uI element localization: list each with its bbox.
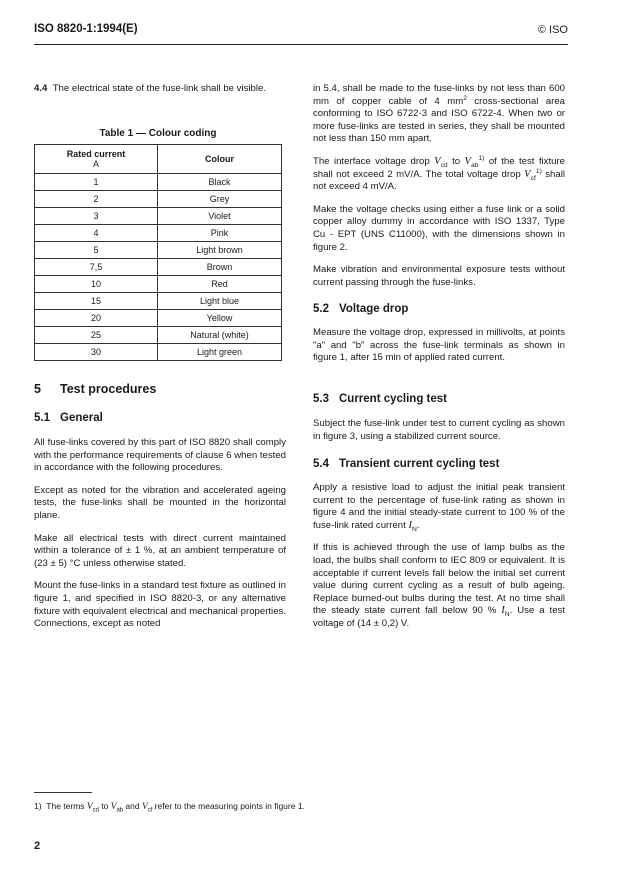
section-5-1-heading: 5.1 General (34, 412, 103, 424)
table-row: 10 Red (35, 276, 282, 293)
clause-4-4-number: 4.4 (34, 83, 48, 94)
table-row: 1 Black (35, 174, 282, 191)
table-row: 3 Violet (35, 208, 282, 225)
paragraph: in 5.4, shall be made to the fuse-links by not less than 600 mm of copper cable of 4 $mm^2$ cross-sectional area conforming to ISO 6722-3 and ISO 6722-4. When two or more fuse-links are tested in series, they shall be mounted not less than 150 mm apart. (313, 83, 565, 145)
paragraph: Except as noted for the vibration and accelerated ageing tests, the fuse-links shall be mounted in the horizontal plane. (34, 484, 286, 521)
table-row: 7,5 Brown (35, 259, 282, 276)
paragraph: All fuse-links covered by this part of ISO 8820 shall comply with the performance requirements of clause 6 when tested in accordance with the following procedures. (34, 437, 286, 474)
right-column (313, 83, 565, 289)
section-5-2-body (313, 327, 565, 365)
paragraph: If this is achieved through the use of lamp bulbs as the load, the bulbs shall conform to IEC 809 or equivalent. It is acceptable if current levels fall below the initial set current value during current cycling as a result of bulb ageing. Replace burned-out bulbs during the test. At no time shall the steady state current fall below 90 % $I_N$. Use a test voltage of (14 ± 0,2) V. (313, 542, 565, 629)
header-rule (34, 44, 568, 45)
table-row: 2 Grey (35, 191, 282, 208)
footnote-reference: 1) (478, 154, 485, 162)
table-row: 25 Natural (white) (35, 327, 282, 344)
table-row: 4 Pink (35, 225, 282, 242)
table-row: 15 Light blue (35, 293, 282, 310)
table-title: Table 1 — Colour coding (99, 128, 217, 139)
document-id: ISO 8820-1:1994(E) (34, 23, 138, 35)
col-colour: Colour (158, 145, 282, 174)
paragraph: Make all electrical tests with direct current maintained within a tolerance of ± 1 %, at an ambient temperature of (23 ± 5) °C unless otherwise stated. (34, 532, 286, 569)
footnote-rule (34, 792, 92, 793)
paragraph: Subject the fuse-link under test to current cycling as shown in figure 3, using a stabilized current source. (313, 418, 565, 442)
table-row: 20 Yellow (35, 310, 282, 327)
section-5-3-body (313, 418, 565, 443)
paragraph: Mount the fuse-links in a standard test fixture as outlined in figure 1, and specified in ISO 8820-3, or any alternative fixture with equivalent electrical and mechanical properties. Connections, except as noted (34, 580, 286, 630)
section-5-3-heading: 5.3 Current cycling test (313, 393, 447, 405)
page-number: 2 (34, 840, 41, 852)
paragraph: The interface voltage drop $V_{cd}$ to $V_{ab}^{1)}$ of the test fixture shall not exceed 2 mV/A. The total voltage drop $V_{cf}^{1)}$ shall not exceed 4 mV/A. (313, 154, 565, 193)
clause-4-4 (34, 83, 286, 96)
section-5-1-body (34, 437, 286, 631)
colour-table (34, 144, 282, 361)
section-5-4-body (313, 482, 565, 631)
table-row: 5 Light brown (35, 242, 282, 259)
section-5-4-heading: 5.4 Transient current cycling test (313, 458, 500, 470)
section-5-heading: 5 Test procedures (34, 382, 157, 396)
table-header-row (35, 145, 282, 174)
paragraph: Apply a resistive load to adjust the initial peak transient current to the percentage of fuse-link rating as shown in figure 4 and the initial steady-state current to 100 % of the fuse-link rated current $I_N$. (313, 482, 565, 533)
copyright-mark: © ISO (537, 24, 568, 36)
col-rated-current: Rated current A (35, 145, 158, 174)
clause-4-4-text: The electrical state of the fuse-link shall be visible. (52, 83, 266, 94)
section-5-2-heading: 5.2 Voltage drop (313, 303, 409, 315)
footnote: 1) The terms $V_{cd}$ to $V_{ab}$ and $V_{cf}$ refer to the measuring points in figure 1. (34, 801, 305, 814)
paragraph: Make vibration and environmental exposure tests without current passing through the fuse-links. (313, 264, 565, 288)
table-row: 30 Light green (35, 344, 282, 361)
paragraph: Measure the voltage drop, expressed in millivolts, at points "a" and "b" across the fuse-link terminals as shown in figure 1, after 15 min of applied rated current. (313, 327, 565, 364)
paragraph: Make the voltage checks using either a fuse link or a solid copper alloy dummy in accordance with ISO 1337, Type Cu - EPT (UNS C11000), with the dimensions shown in figure 2. (313, 203, 565, 253)
